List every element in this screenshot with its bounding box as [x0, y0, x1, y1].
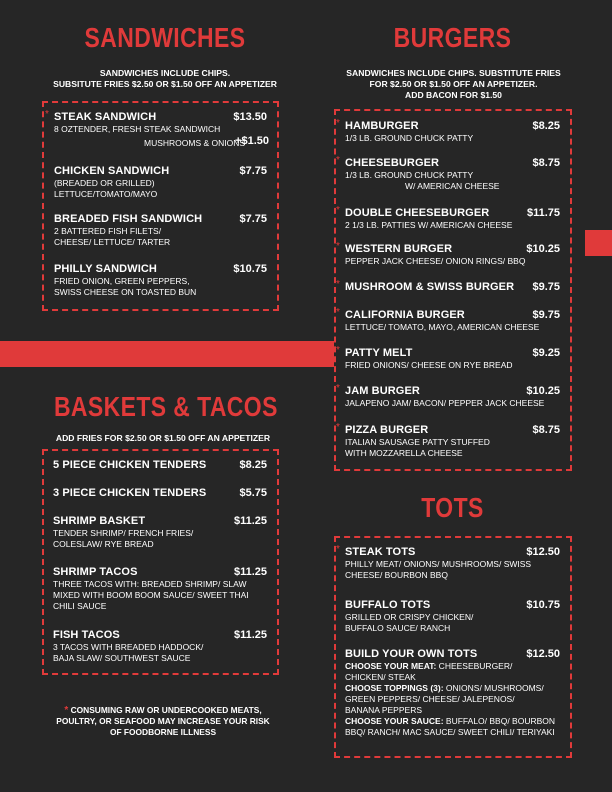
sandwiches-note: SANDWICHES INCLUDE CHIPS. SUBSITUTE FRIES $2.50 OR $1.50 OFF AN APPETIZER	[53, 68, 277, 89]
food-safety-disclaimer: * CONSUMING RAW OR UNDERCOOKED MEATS, POULTRY, OR SEAFOOD MAY INCREASE YOUR RISK OF FOODBORNE ILLNESS	[56, 705, 270, 737]
baskets-note: ADD FRIES FOR $2.50 OR $1.50 OFF AN APPETIZER	[55, 433, 271, 443]
menu-item: * JAM BURGER $10.25 JALAPENO JAM/ BACON/ PEPPER JACK CHEESE	[336, 383, 560, 408]
menu-item: * MUSHROOM & SWISS BURGER $9.75	[336, 279, 560, 293]
menu-item: SHRIMP BASKET $11.25 TENDER SHRIMP/ FRENCH FRIES/ COLESLAW/ RYE BREAD	[53, 515, 267, 549]
menu-item: 3 PIECE CHICKEN TENDERS $5.75	[53, 487, 267, 499]
baskets-tacos-title: BASKETS & TACOS	[53, 391, 278, 422]
star-icon: *	[336, 205, 340, 216]
left-red-bar	[0, 341, 334, 367]
menu-item: * DOUBLE CHEESEBURGER $11.75 2 1/3 LB. PATTIES W/ AMERICAN CHEESE	[336, 205, 560, 230]
menu-item: * PATTY MELT $9.25 FRIED ONIONS/ CHEESE ON RYE BREAD	[336, 345, 560, 370]
sandwiches-box	[42, 101, 279, 311]
tots-title: TOTS	[421, 492, 484, 523]
burgers-box	[334, 109, 572, 471]
menu-item: * CHEESEBURGER $8.75 1/3 LB. GROUND CHUCK PATTY W/ AMERICAN CHEESE	[336, 155, 560, 191]
menu-item: PHILLY SANDWICH $10.75 FRIED ONION, GREEN PEPPERS, SWISS CHEESE ON TOASTED BUN	[54, 263, 267, 297]
sandwiches-title: SANDWICHES	[84, 22, 246, 53]
menu-item: * PIZZA BURGER $8.75 ITALIAN SAUSAGE PATTY STUFFED WITH MOZZARELLA CHEESE	[336, 422, 560, 458]
menu-item: * STEAK SANDWICH $13.50 8 OZTENDER, FRESH STEAK SANDWICH MUSHROOMS & ONIONS +$1.50	[45, 109, 269, 148]
right-red-bar	[585, 230, 612, 256]
menu-item: BUFFALO TOTS $10.75 GRILLED OR CRISPY CHICKEN/ BUFFALO SAUCE/ RANCH	[345, 599, 560, 633]
star-icon: *	[336, 544, 340, 555]
star-icon: *	[336, 279, 340, 290]
star-icon: *	[45, 109, 49, 120]
baskets-box	[42, 449, 279, 675]
tots-box	[334, 536, 572, 758]
star-icon: *	[336, 118, 340, 129]
menu-item: 5 PIECE CHICKEN TENDERS $8.25	[53, 459, 267, 471]
menu-item: FISH TACOS $11.25 3 TACOS WITH BREADED HADDOCK/ BAJA SLAW/ SOUTHWEST SAUCE	[53, 629, 267, 663]
star-icon: *	[336, 422, 340, 433]
star-icon: *	[336, 155, 340, 166]
star-icon: *	[336, 307, 340, 318]
star-icon: *	[336, 345, 340, 356]
menu-item: * HAMBURGER $8.25 1/3 LB. GROUND CHUCK PATTY	[336, 118, 560, 143]
menu-item: BREADED FISH SANDWICH $7.75 2 BATTERED FISH FILETS/ CHEESE/ LETTUCE/ TARTER	[54, 213, 267, 247]
menu-item: * WESTERN BURGER $10.25 PEPPER JACK CHEESE/ ONION RINGS/ BBQ	[336, 241, 560, 266]
menu-item: CHICKEN SANDWICH $7.75 (BREADED OR GRILLED) LETTUCE/TOMATO/MAYO	[54, 165, 267, 199]
menu-item: * STEAK TOTS $12.50 PHILLY MEAT/ ONIONS/ MUSHROOMS/ SWISS CHEESE/ BOURBON BBQ	[336, 544, 560, 580]
menu-item: * CALIFORNIA BURGER $9.75 LETTUCE/ TOMATO, MAYO, AMERICAN CHEESE	[336, 307, 560, 332]
star-icon: *	[64, 705, 69, 716]
menu-item: SHRIMP TACOS $11.25 THREE TACOS WITH: BREADED SHRIMP/ SLAW MIXED WITH BOOM BOOM SAUCE/ SWEET THAI CHILI SAUCE	[53, 566, 267, 611]
menu-item: BUILD YOUR OWN TOTS $12.50 CHOOSE YOUR MEAT: CHEESEBURGER/ CHICKEN/ STEAK CHOOSE TOPPINGS (3): ONIONS/ MUSHROOMS/ GREEN PEPPERS/ CHEESE/ JALEPENOS/ BANANA PEPPERS CHOOSE YOUR SAUCE: BUFFALO/ BBQ/ BOURBON BBQ/ RANCH/ MAC SAUCE/ SWEET CHILI/ TERIYAKI	[345, 648, 560, 737]
star-icon: *	[336, 383, 340, 394]
star-icon: *	[336, 241, 340, 252]
burgers-note: SANDWICHES INCLUDE CHIPS. SUBSTITUTE FRIES FOR $2.50 OR $1.50 OFF AN APPETIZER. ADD BACON FOR $1.50	[346, 68, 561, 100]
burgers-title: BURGERS	[393, 22, 512, 53]
